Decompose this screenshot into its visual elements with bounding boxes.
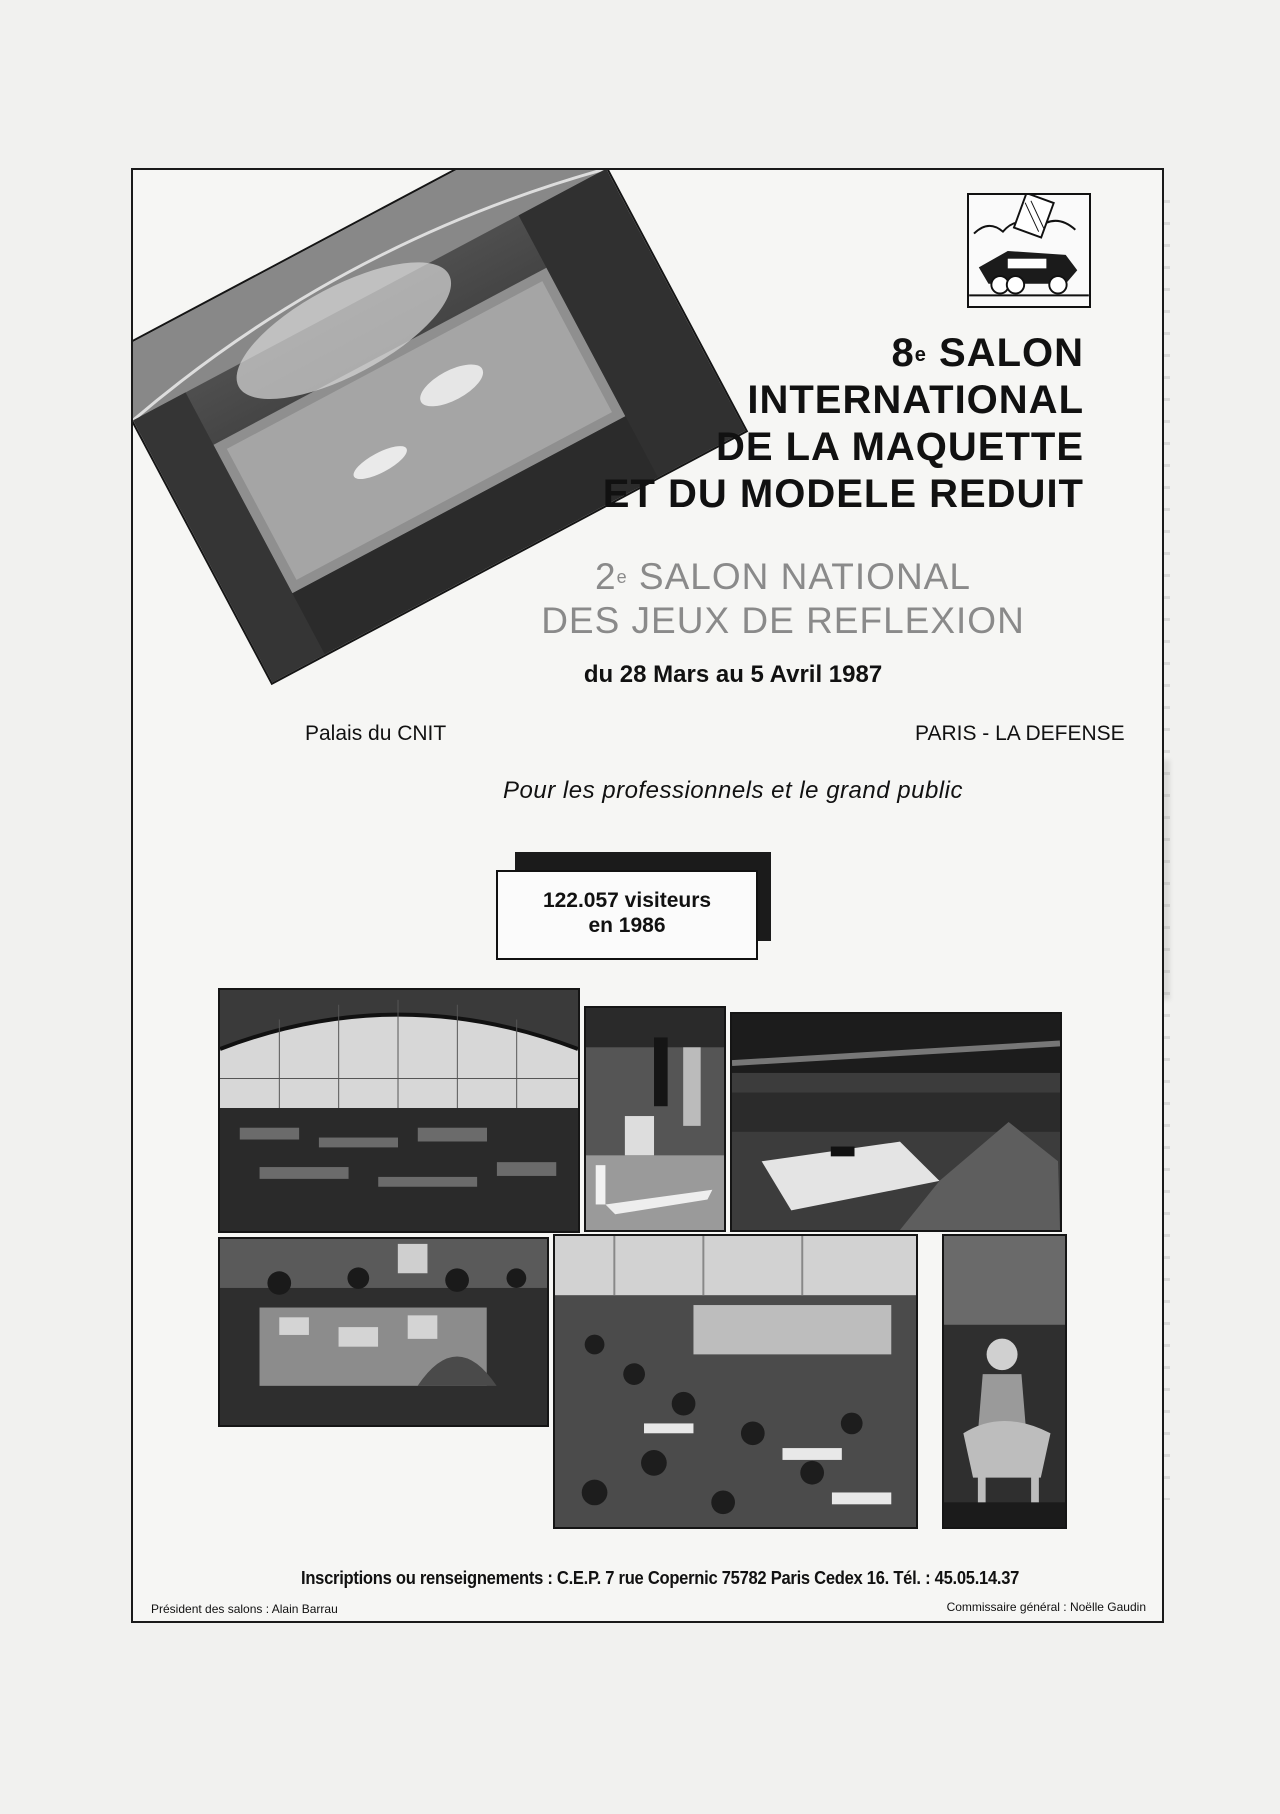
title-line-4: ET DU MODELE REDUIT: [602, 472, 1084, 516]
subtitle-line-1: 2e SALON NATIONAL: [595, 556, 971, 597]
photo-model-car-track: [730, 1012, 1062, 1232]
logo-car-illustration: [967, 193, 1091, 308]
footer-commissaire: Commissaire général : Noëlle Gaudin: [946, 1600, 1146, 1614]
tagline: Pour les professionnels et le grand public: [503, 777, 963, 804]
subtitle-jeux: [433, 555, 1133, 643]
photo-chess-tournament-hall: [553, 1234, 918, 1529]
venue-city: PARIS - LA DEFENSE: [915, 722, 1125, 745]
salon-title: [603, 330, 1084, 518]
advertisement-panel: [131, 168, 1164, 1623]
title-line-2: INTERNATIONAL: [747, 378, 1084, 422]
event-dates: du 28 Mars au 5 Avril 1987: [583, 661, 883, 688]
photo-figurine-horse-rider: [942, 1234, 1067, 1529]
subtitle-line-2: DES JEUX DE REFLEXION: [541, 600, 1025, 641]
stat-line-2: en 1986: [588, 914, 666, 937]
visitor-stat-box: [496, 870, 758, 960]
contact-info: Inscriptions ou renseignements : C.E.P. 7 rue Copernic 75782 Paris Cedex 16. Tél. : 45.05.14.37: [301, 1568, 1020, 1588]
venue-place: Palais du CNIT: [305, 722, 447, 745]
photo-model-railway-layout: [218, 1237, 549, 1427]
photo-hall-arch: [218, 988, 580, 1233]
footer-president: Président des salons : Alain Barrau: [151, 1602, 338, 1616]
photo-model-aircraft-stand: [584, 1006, 726, 1232]
title-line-1: 8e SALON: [891, 331, 1084, 375]
stat-line-1: 122.057 visiteurs: [542, 889, 712, 912]
title-line-3: DE LA MAQUETTE: [715, 425, 1084, 469]
